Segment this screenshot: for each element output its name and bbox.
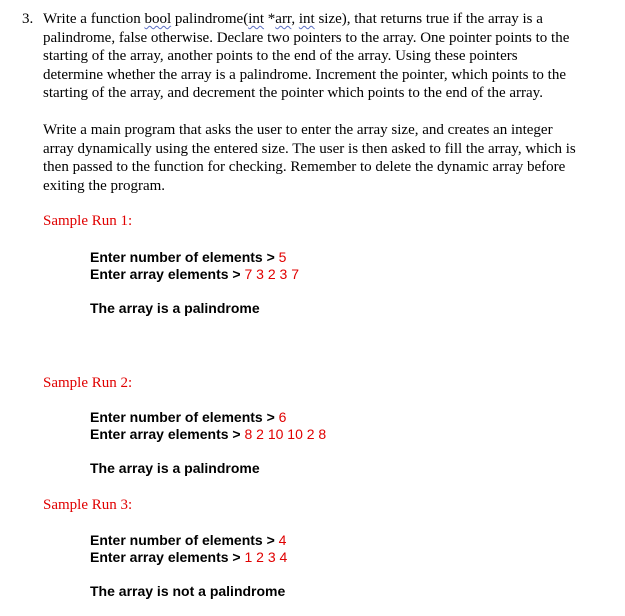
paragraph-line: palindrome, false otherwise. Declare two pointers to the array. One pointer points to the	[43, 29, 570, 46]
question-number: 3.	[22, 11, 34, 27]
user-input-value: 7 3 2 3 7	[244, 266, 299, 282]
sample-run-1-elements-line: Enter array elements > 7 3 2 3 7	[90, 266, 299, 282]
paragraph-line: then passed to the function for checking. Remember to delete the dynamic array before	[43, 159, 566, 175]
sample-run-3-result: The array is not a palindrome	[90, 583, 286, 599]
user-input-value: 8 2 10 10 2 8	[244, 426, 327, 442]
user-input-value: 1 2 3 4	[244, 549, 288, 565]
spellcheck-underline: int	[248, 11, 265, 27]
sample-run-1-result: The array is a palindrome	[90, 300, 260, 316]
user-input-value: 5	[278, 249, 287, 265]
question-paragraph-1	[43, 10, 618, 103]
sample-run-1-count-line: Enter number of elements > 5	[90, 249, 287, 265]
sample-run-1-title: Sample Run 1:	[43, 213, 133, 229]
sample-run-3-title: Sample Run 3:	[43, 497, 133, 513]
spellcheck-underline: int	[298, 11, 315, 27]
paragraph-line: determine whether the array is a palindrome. Increment the pointer, which points to the	[43, 66, 566, 83]
sample-run-2-count-line: Enter number of elements > 6	[90, 409, 287, 425]
sample-run-3-elements-line: Enter array elements > 1 2 3 4	[90, 549, 288, 565]
paragraph-line: starting of the array, another points to the end of the array. Using these pointers	[43, 48, 518, 64]
user-input-value: 6	[278, 409, 287, 425]
spellcheck-underline: arr	[275, 11, 292, 27]
sample-run-3-count-line: Enter number of elements > 4	[90, 532, 287, 548]
question-paragraph-2	[43, 121, 618, 195]
sample-run-2-title: Sample Run 2:	[43, 375, 133, 391]
user-input-value: 4	[278, 532, 287, 548]
paragraph-line: Write a main program that asks the user to enter the array size, and creates an integer	[43, 122, 553, 138]
paragraph-line: Write a function bool palindrome(int *arr, int size), that returns true if the array is a	[43, 11, 543, 27]
sample-run-2-result: The array is a palindrome	[90, 460, 260, 476]
paragraph-line: starting of the array, and decrement the pointer which points to the end of the array.	[43, 85, 543, 101]
paragraph-line: array dynamically using the entered size. The user is then asked to fill the array, which is	[43, 140, 576, 157]
paragraph-line: exiting the program.	[43, 177, 166, 194]
sample-run-2-elements-line: Enter array elements > 8 2 10 10 2 8	[90, 426, 327, 442]
spellcheck-underline: bool	[144, 11, 172, 27]
